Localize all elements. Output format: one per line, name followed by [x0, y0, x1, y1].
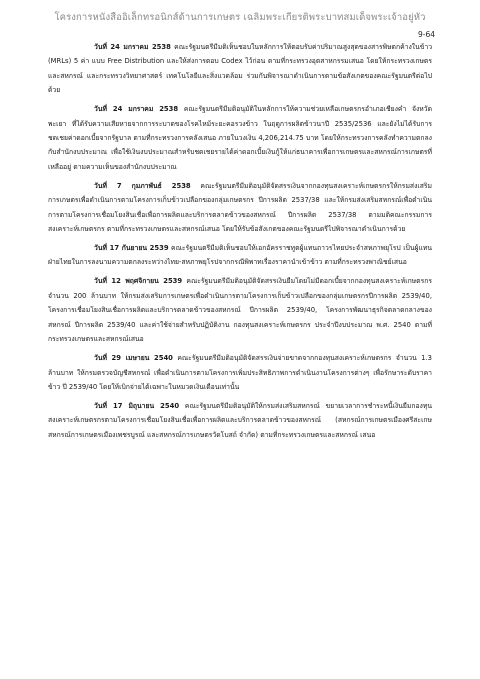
cabinet-resolution-entry: [48, 399, 432, 442]
entry-text: คณะรัฐมนตรีมีมติเห็นชอบให้เอกอัครราชทูตผู้แทนถาวรไทยประจำสหภาพยุโรป เป็นผู้แทนฝ่ายไทยในการลงนามความตกลงระหว่างไทย-สหภาพยุโรปจากกรณีพิพาทเรื่องราคานำเข้าข้าว ตามที่กระทรวงพาณิชย์เสนอ: [48, 244, 433, 267]
entry-text: คณะรัฐมนตรีมีมติเห็นชอบในหลักการให้ตอบรับค่าปริมาณสูงสุดของสารพิษตกค้างในข้าว (MRLs) 5 ค่า แบบ Free Distribution และให้ส่งการตอบ Codex ไว้ก่อน ตามที่กระทรวงอุตสาหกรรมเสนอ โดยให้กระทรวงเกษตรและสหกรณ์ และกระทรวงวิทยาศาสตร์ เทคโนโลยีและสิ่งแวดล้อม ร่วมกันพิจารณาดำเนินการตามข้อสังเกตของคณะรัฐมนตรีต่อไปด้วย: [48, 43, 433, 95]
cabinet-resolution-entry: [48, 40, 432, 98]
entry-text: คณะรัฐมนตรีมีมติอนุมัติในหลักการให้ความช่วยเหลือเกษตรกรอำเภอเชียงคำ จังหวัดพะเยา ที่ได้รับความเสียหายจากการระบาดของโรคไหม้ระยะคอรวงข้าว ในฤดูการผลิตข้าวนาปี 2535/2536 และยังไม่ได้รับการชดเชยค่าดอกเบี้ยจากรัฐบาล ตามที่กระทรวงการคลังเสนอ ภายในวงเงิน 4,206,214.75 บาท โดยให้กระทรวงการคลังทำความตกลงกับสำนักงบประมาณ เพื่อใช้เงินงบประมาณสำหรับชดเชยรายได้ค่าดอกเบี้ยเงินกู้ให้แก่ธนาคารเพื่อการเกษตรและสหกรณ์การเกษตรที่เหลืออยู่ ตามความเห็นของสำนักงบประมาณ: [48, 105, 432, 171]
entry-date: วันที่ 17 กันยายน 2539: [94, 244, 169, 253]
entry-date: วันที่ 24 มกราคม 2538: [94, 43, 171, 51]
entry-text: คณะรัฐมนตรีมีมติอนุมัติจัดสรรเงินจ่ายขาดจากกองทุนสงเคราะห์เกษตรกร จำนวน 1.3 ล้านบาท ให้กรมตรวจบัญชีสหกรณ์ เพื่อดำเนินการตามโครงการเพิ่มประสิทธิภาพการดำเนินงานโครงการต่างๆ เพื่อรักษาระดับราคาข้าว ปี 2539/40 โดยให้เบิกจ่ายได้เฉพาะในหมวดเงินเดือนเท่านั้น: [48, 354, 432, 391]
entry-date: วันที่ 12 พฤศจิกายน 2539: [94, 277, 183, 286]
cabinet-resolution-entry: [48, 241, 432, 270]
running-header: โครงการหนังสืออิเล็กทรอนิกส์ด้านการเกษตร เฉลิมพระเกียรติพระบาทสมเด็จพระเจ้าอยู่หัว: [54, 12, 426, 23]
entry-date: วันที่ 24 มกราคม 2538: [94, 105, 179, 114]
entry-text: คณะรัฐมนตรีมีมติอนุมัติให้กรมส่งเสริมสหกรณ์ ขยายเวลาการชำระหนี้เงินยืมกองทุนสงเคราะห์เกษตรกรตามโครงการเชื่อมโยงสินเชื่อเพื่อการผลิตและบริการตลาดข้าวของสหกรณ์ (สหกรณ์การเกษตรเมืองศรีสะเกษ สหกรณ์การเกษตรเมืองเพชรบูรณ์ และสหกรณ์การเกษตรวัดโบสถ์ จำกัด) ตามที่กระทรวงเกษตรและสหกรณ์ เสนอ: [48, 401, 432, 439]
entry-text: คณะรัฐมนตรีมีมติอนุมัติจัดสรรเงินยืมโดยไม่มีดอกเบี้ยจากกองทุนสงเคราะห์เกษตรกร จำนวน 200 ล้านบาท ให้กรมส่งเสริมการเกษตรเพื่อดำเนินการตามโครงการเก็บข้าวเปลือกของกลุ่มเกษตรกรปีการผลิต 2539/40, โครงการเชื่อมโยงสินเชื่อการผลิตและบริการตลาดข้าวของสหกรณ์ ปีการผลิต 2539/40, โครงการพัฒนาธุรกิจตลาดกลางของสหกรณ์ ปีการผลิต 2539/40 และค่าใช้จ่ายสำหรับปฏิบัติงาน กองทุนสงเคราะห์เกษตรกร ประจำปีงบประมาณ พ.ศ. 2540 ตามที่กระทรวงเกษตรและสหกรณ์เสนอ: [48, 277, 432, 344]
cabinet-resolution-entry: [48, 179, 432, 237]
cabinet-resolution-entry: [48, 351, 432, 394]
entry-date: วันที่ 17 มิถุนายน 2540: [94, 401, 180, 410]
page-number: 9-64: [417, 30, 435, 39]
cabinet-resolution-entry: [48, 102, 432, 174]
cabinet-resolution-entry: [48, 274, 432, 346]
entry-date: วันที่ 29 เมษายน 2540: [94, 354, 173, 363]
entry-date: วันที่ 7 กุมภาพันธ์ 2538: [94, 181, 191, 190]
document-body: [48, 40, 432, 447]
entry-text: คณะรัฐมนตรีมีมติอนุมัติจัดสรรเงินจากกองทุนสงเคราะห์เกษตรกรให้กรมส่งเสริมการเกษตรเพื่อดำเนินการตามโครงการเก็บข้าวเปลือกของกลุ่มเกษตรกร ปีการผลิต 2537/38 และให้กรมส่งเสริมสหกรณ์เพื่อดำเนินการตามโครงการเชื่อมโยงสินเชื่อเพื่อการผลิตและบริการตลาดข้าวของสหกรณ์ ปีการผลิต 2537/38 ตามมติคณะกรรมการสงเคราะห์เกษตรกร ตามที่กระทรวงเกษตรและสหกรณ์เสนอ โดยให้รับข้อสังเกตของคณะรัฐมนตรีไปพิจารณาดำเนินการด้วย: [48, 181, 432, 234]
